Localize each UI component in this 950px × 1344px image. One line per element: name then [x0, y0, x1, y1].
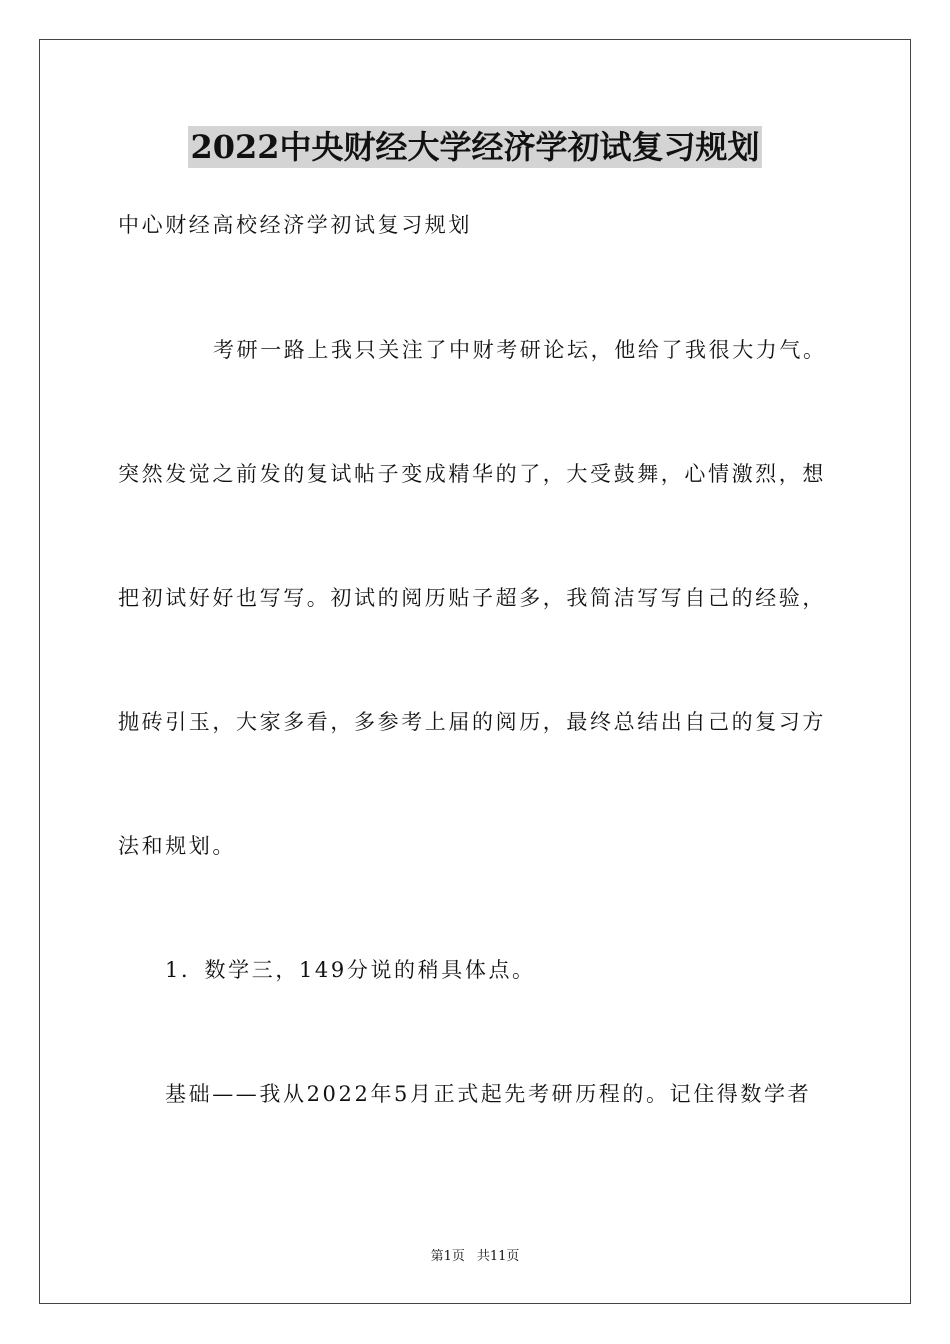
page-total: 共11页 [476, 1249, 520, 1264]
body-line: 基础——我从2022年5月正式起先考研历程的。记住得数学者 [165, 1082, 812, 1106]
paragraph-line: 考研一路上我只关注了中财考研论坛，他给了我很大力气。 [213, 338, 827, 362]
section-heading: 1．数学三，149分说的稍具体点。 [165, 958, 536, 982]
document-subtitle: 中心财经高校经济学初试复习规划 [118, 213, 472, 237]
paragraph-line: 抛砖引玉，大家多看，多参考上届的阅历，最终总结出自己的复习方 [118, 710, 826, 734]
page-footer [0, 1248, 950, 1266]
paragraph-line: 法和规划。 [118, 834, 236, 858]
paragraph-line: 把初试好好也写写。初试的阅历贴子超多，我简洁写写自己的经验， [118, 586, 826, 610]
title-container [0, 126, 950, 168]
paragraph-line: 突然发觉之前发的复试帖子变成精华的了，大受鼓舞，心情激烈，想 [118, 462, 826, 486]
document-title: 2022中央财经大学经济学初试复习规划 [190, 128, 760, 166]
page-number: 第1页 [430, 1249, 465, 1264]
